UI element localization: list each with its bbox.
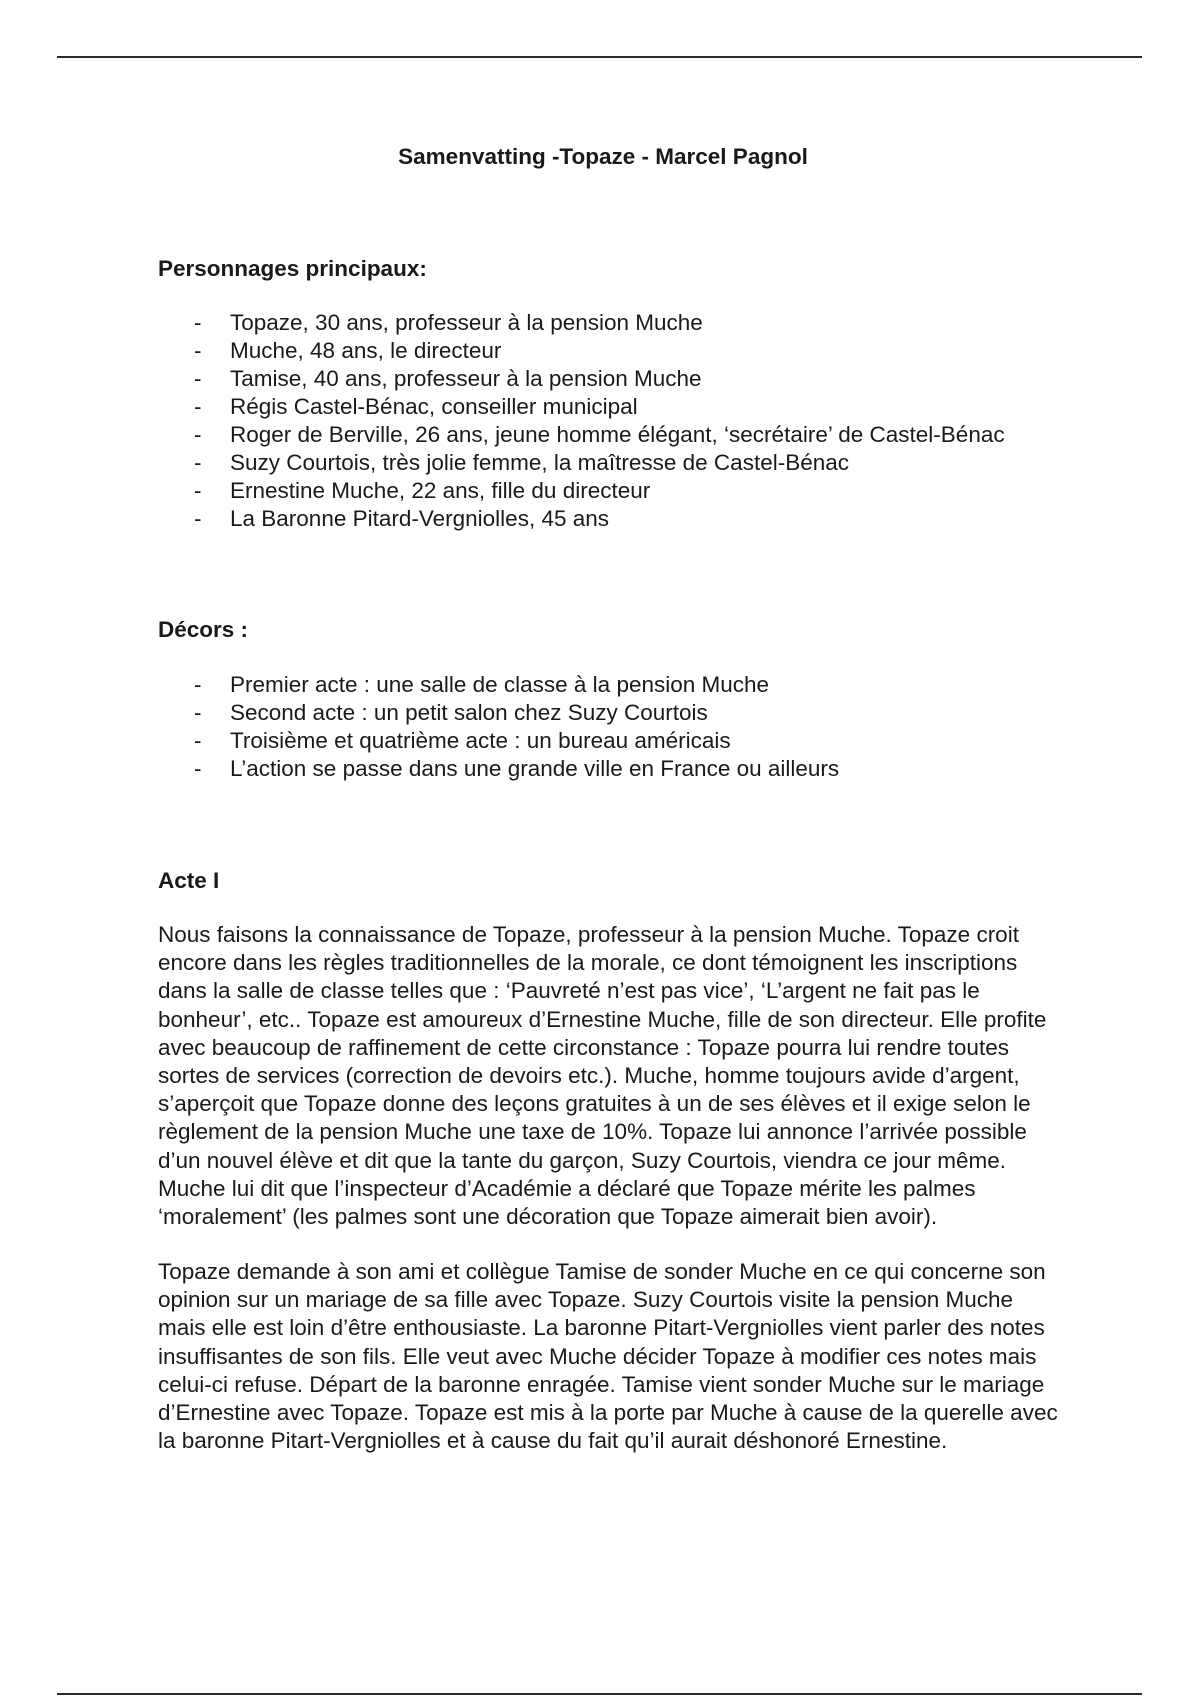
- list-item: - Tamise, 40 ans, professeur à la pension Muche: [194, 366, 702, 391]
- list-item: - Second acte : un petit salon chez Suzy Courtois: [194, 700, 708, 725]
- top-rule: [57, 56, 1142, 58]
- decors-list: [158, 671, 1048, 783]
- heading-decors: Décors :: [158, 617, 249, 642]
- list-item: - Premier acte : une salle de classe à la pension Muche: [194, 672, 770, 697]
- list-item: - La Baronne Pitard-Vergniolles, 45 ans: [194, 506, 609, 531]
- bottom-rule: [57, 1693, 1142, 1695]
- personnages-list: [158, 309, 1048, 533]
- heading-acte-1: Acte I: [158, 868, 220, 893]
- list-item: - Suzy Courtois, très jolie femme, la maîtresse de Castel-Bénac: [194, 450, 849, 475]
- acte-1-paragraph-2: Topaze demande à son ami et collègue Tamise de sonder Muche en ce qui concerne son opinion sur un mariage de sa fille avec Topaze. Suzy Courtois visite la pension Muche mais elle est loin d’être enthousiaste. La baronne Pitart-Vergniolles vient parler des notes insuffisantes de son fils. Elle veut avec Muche décider Topaze à modifier ces notes mais celui-ci refuse. Départ de la baronne enragée. Tamise vient sonder Muche sur le mariage d’Ernestine avec Topaze. Topaze est mis à la porte par Muche à cause de la querelle avec la baronne Pitart-Vergniolles et à cause du fait qu’il aurait déshonoré Ernestine.: [158, 1259, 1058, 1454]
- heading-personnages: Personnages principaux:: [158, 256, 427, 281]
- list-item: - Muche, 48 ans, le directeur: [194, 338, 502, 363]
- acte-1-paragraph-1: Nous faisons la connaissance de Topaze, professeur à la pension Muche. Topaze croit encore dans les règles traditionnelles de la morale, ce dont témoignent les inscriptions dans la salle de classe telles que : ‘Pauvreté n’est pas vice’, ‘L’argent ne fait pas le bonheur’, etc.. Topaze est amoureux d’Ernestine Muche, fille de son directeur. Elle profite avec beaucoup de raffinement de cette circonstance : Topaze pourra lui rendre toutes sortes de services (correction de devoirs etc.). Muche, homme toujours avide d’argent, s’aperçoit que Topaze donne des leçons gratuites à un de ses élèves et il exige selon le règlement de la pension Muche une taxe de 10%. Topaze lui annonce l’arrivée possible d’un nouvel élève et dit que la tante du garçon, Suzy Courtois, viendra ce jour même. Muche lui dit que l’inspecteur d’Académie a déclaré que Topaze mérite les palmes ‘moralement’ (les palmes sont une décoration que Topaze aimerait bien avoir).: [158, 922, 1047, 1230]
- document-title: Samenvatting -Topaze - Marcel Pagnol: [398, 144, 808, 169]
- list-item: - Troisième et quatrième acte : un bureau américais: [194, 728, 731, 753]
- list-item: - L’action se passe dans une grande ville en France ou ailleurs: [194, 756, 840, 781]
- list-item: - Roger de Berville, 26 ans, jeune homme élégant, ‘secrétaire’ de Castel-Bénac: [194, 422, 1005, 447]
- list-item: - Topaze, 30 ans, professeur à la pension Muche: [194, 310, 703, 335]
- list-item: - Ernestine Muche, 22 ans, fille du directeur: [194, 478, 651, 503]
- list-item: - Régis Castel-Bénac, conseiller municipal: [194, 394, 638, 419]
